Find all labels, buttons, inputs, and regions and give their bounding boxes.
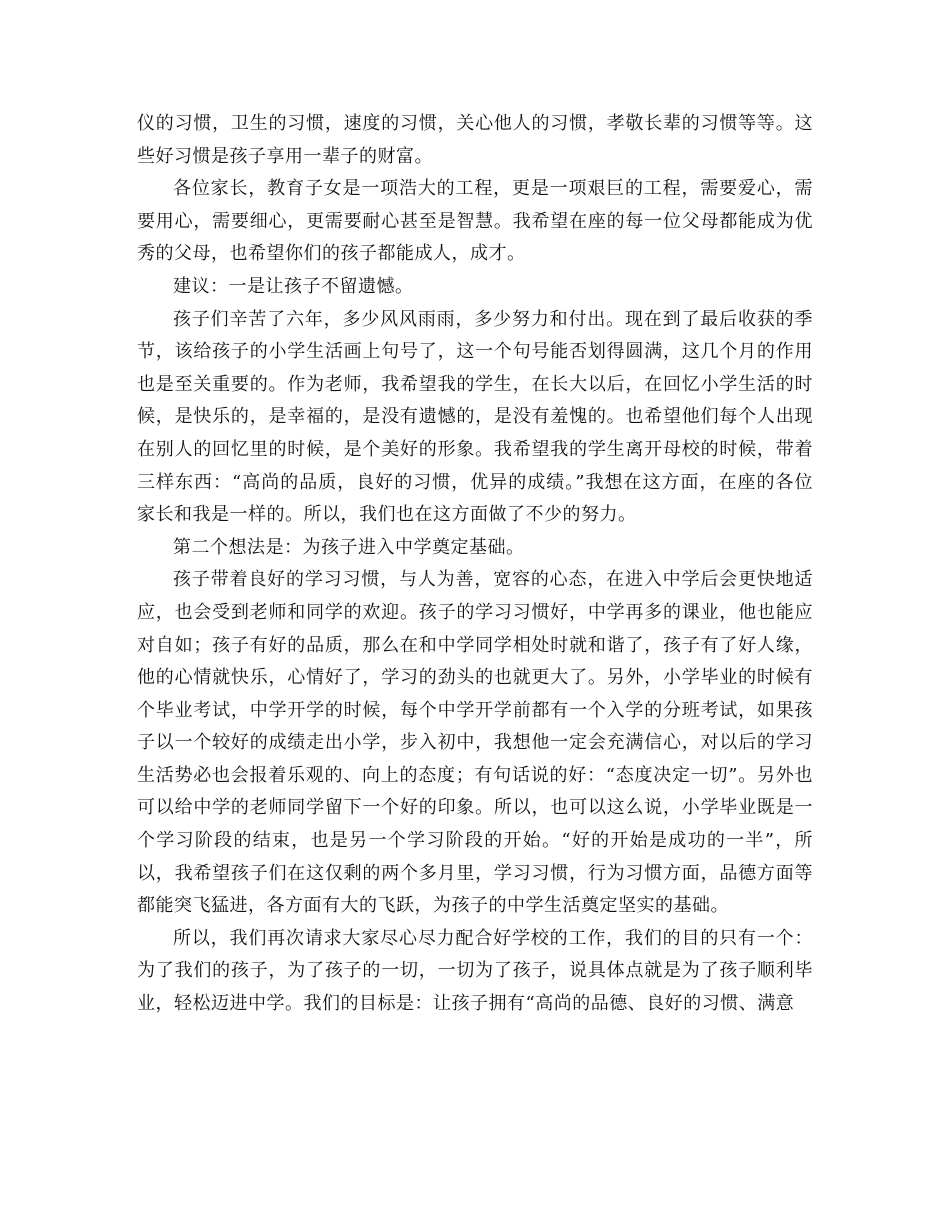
document-page: [137, 108, 813, 1021]
paragraph: 孩子带着良好的学习习惯，与人为善，宽容的心态，在进入中学后会更快地适应，也会受到老师和同学的欢迎。孩子的学习习惯好，中学再多的课业，他也能应对自如；孩子有好的品质，那么在和中学同学相处时就和谐了，孩子有了好人缘，他的心情就快乐，心情好了，学习的劲头的也就更大了。另外，小学毕业的时候有个毕业考试，中学开学的时候，每个中学开学前都有一个入学的分班考试，如果孩子以一个较好的成绩走出小学，步入初中，我想他一定会充满信心，对以后的学习生活势必也会报着乐观的、向上的态度；有句话说的好：“态度决定一切”。另外也可以给中学的老师同学留下一个好的印象。所以，也可以这么说，小学毕业既是一个学习阶段的结束，也是另一个学习阶段的开始。“好的开始是成功的一半”，所以，我希望孩子们在这仅剩的两个多月里，学习习惯，行为习惯方面，品德方面等都能突飞猛进，各方面有大的飞跃，为孩子的中学生活奠定坚实的基础。: [137, 569, 813, 917]
paragraph-continued: 仪的习惯，卫生的习惯，速度的习惯，关心他人的习惯，孝敬长辈的习惯等等。这些好习惯是孩子享用一辈子的财富。: [137, 113, 813, 167]
paragraph: 孩子们辛苦了六年，多少风风雨雨，多少努力和付出。现在到了最后收获的季节，该给孩子的小学生活画上句号了，这一个句号能否划得圆满，这几个月的作用也是至关重要的。作为老师，我希望我的学生，在长大以后，在回忆小学生活的时候，是快乐的，是幸福的，是没有遗憾的，是没有羞愧的。也希望他们每个人出现在别人的回忆里的时候，是个美好的形象。我希望我的学生离开母校的时候，带着三样东西：“高尚的品质，良好的习惯，优异的成绩。”我想在这方面，在座的各位家长和我是一样的。所以，我们也在这方面做了不少的努力。: [137, 308, 813, 526]
paragraph-second-idea-heading: 第二个想法是：为孩子进入中学奠定基础。: [173, 536, 525, 558]
paragraph: 所以，我们再次请求大家尽心尽力配合好学校的工作，我们的目的只有一个：为了我们的孩子，为了孩子的一切，一切为了孩子，说具体点就是为了孩子顺利毕业，轻松迈进中学。我们的目标是：让孩子拥有“高尚的品德、良好的习惯、满意: [137, 927, 813, 1015]
paragraph: 各位家长，教育子女是一项浩大的工程，更是一项艰巨的工程，需要爱心，需要用心，需要细心，更需要耐心甚至是智慧。我希望在座的每一位父母都能成为优秀的父母，也希望你们的孩子都能成人，成才。: [137, 178, 813, 265]
paragraph-suggestion-heading: 建议：一是让孩子不留遗憾。: [173, 275, 414, 297]
